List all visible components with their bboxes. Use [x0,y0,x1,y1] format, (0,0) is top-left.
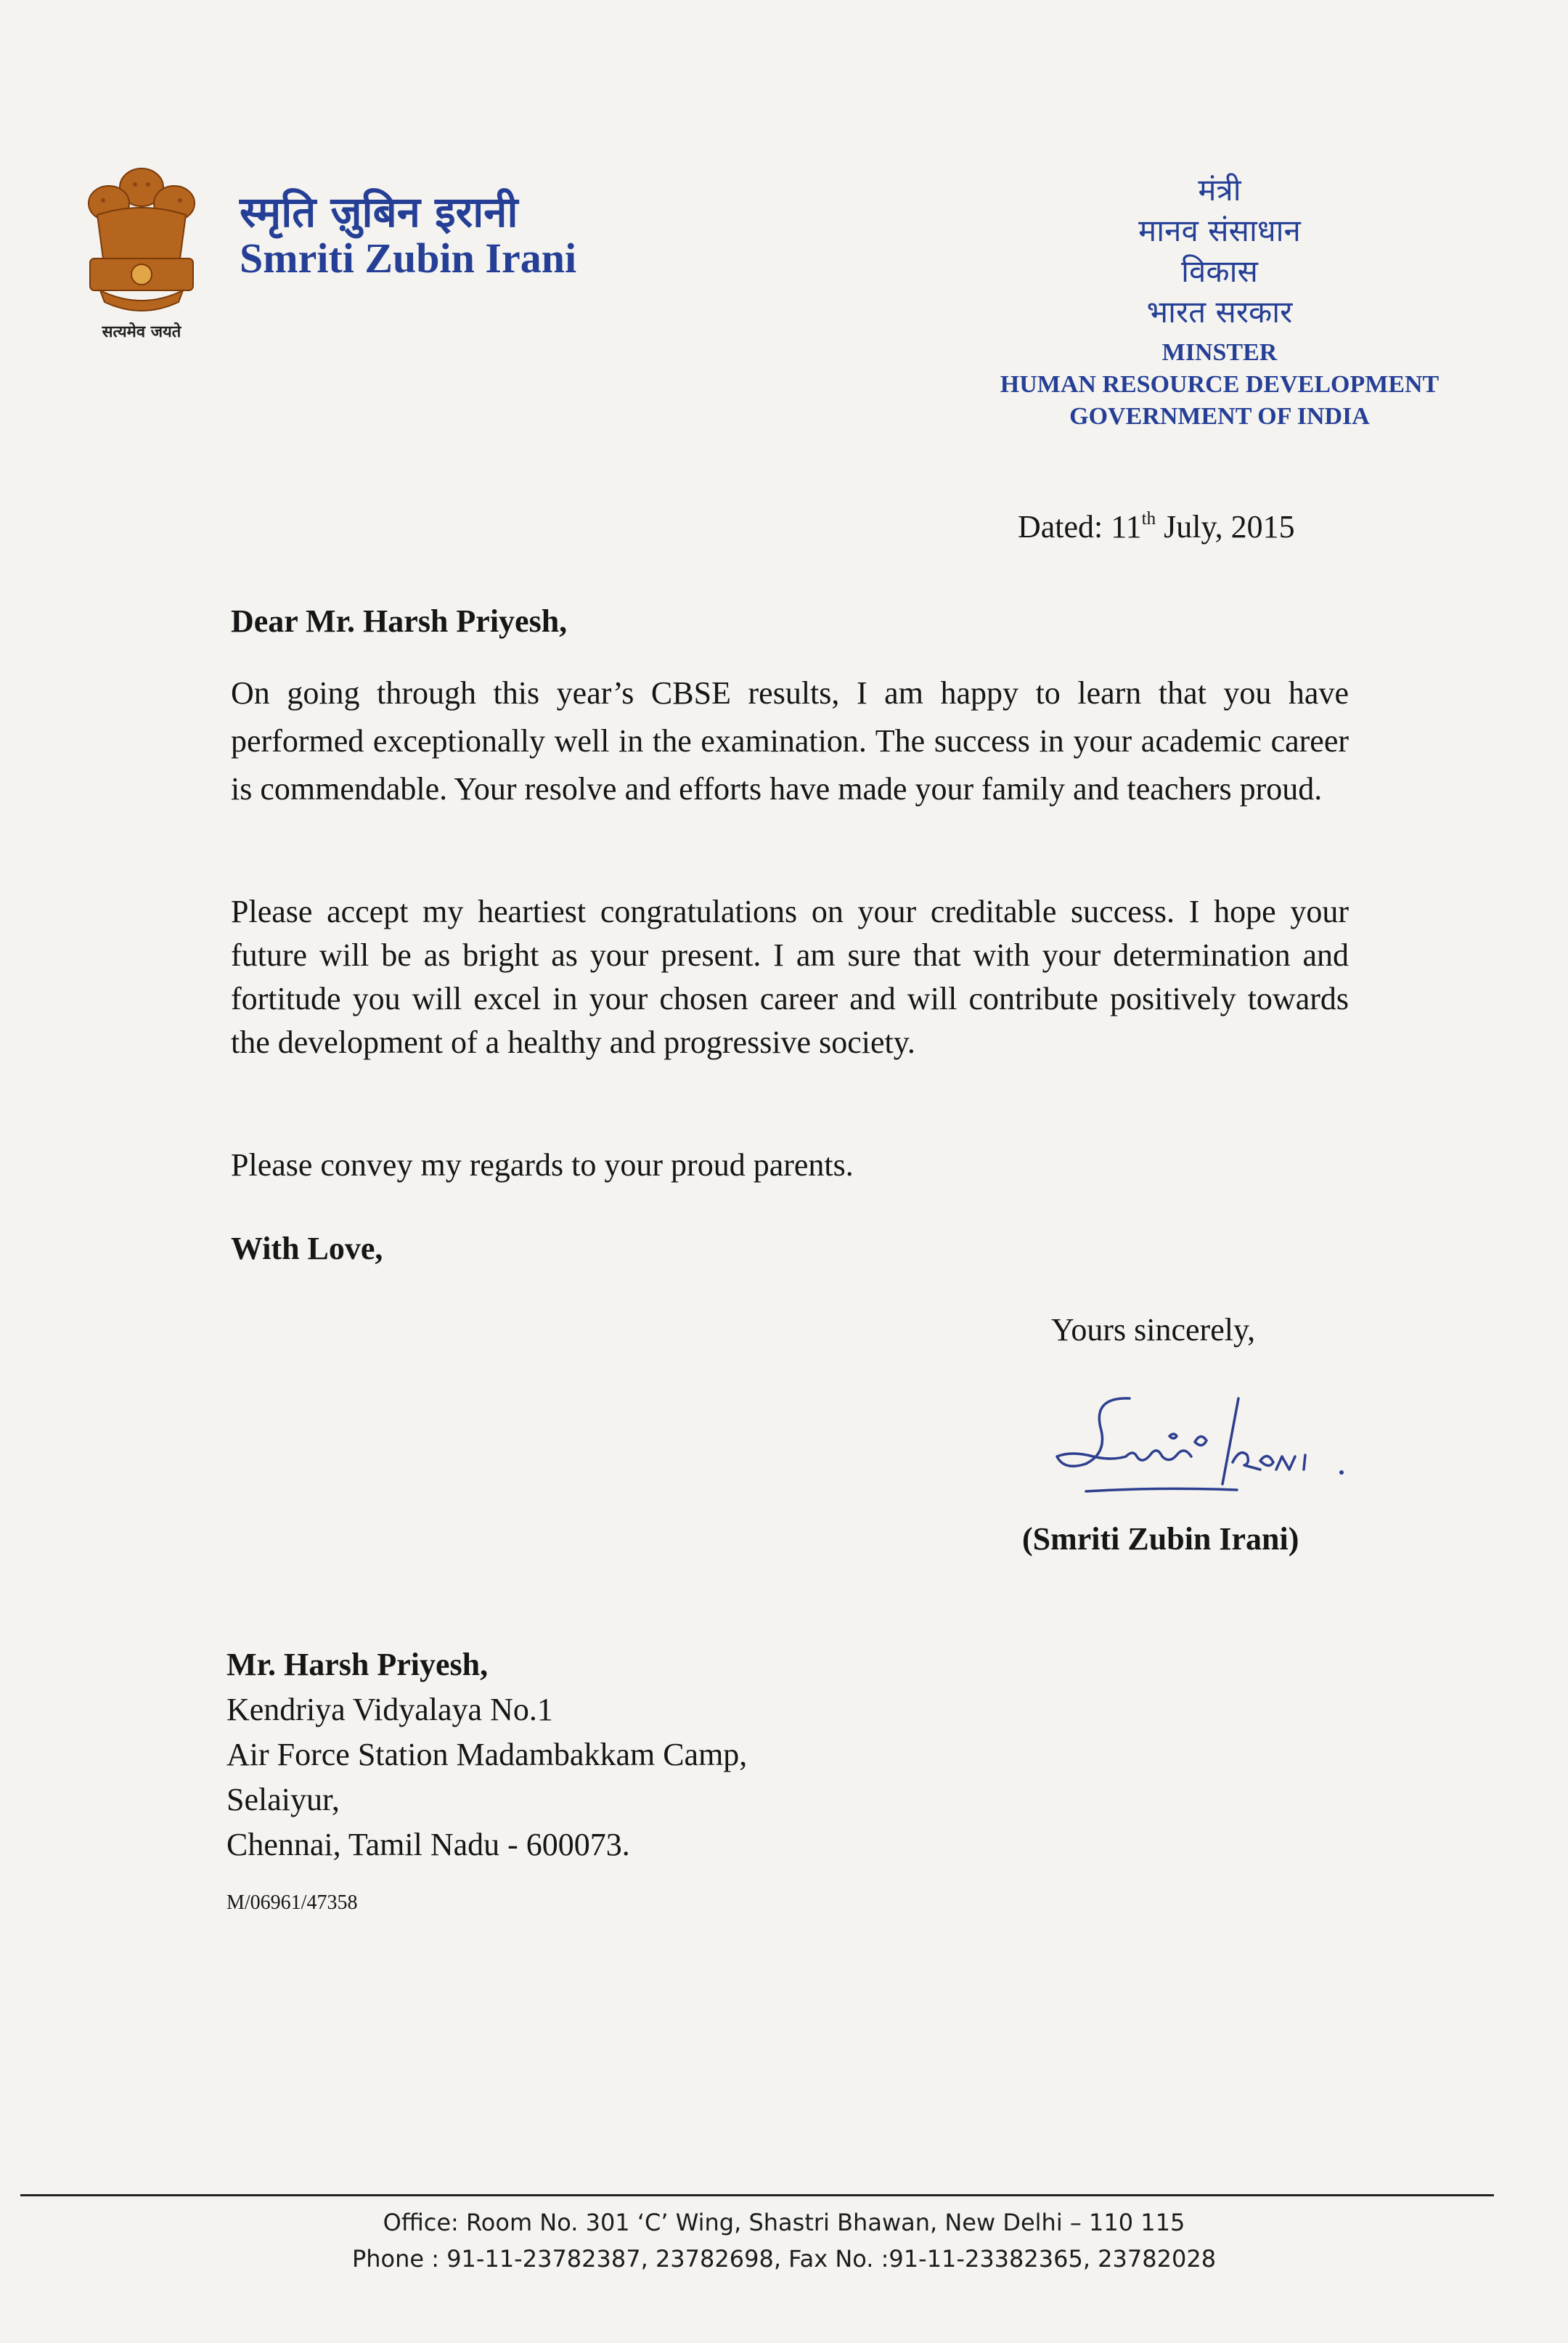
date-ordinal: th [1141,509,1156,529]
salutation: Dear Mr. Harsh Priyesh, [231,603,568,639]
designation-hindi-line: विकास [1181,253,1258,289]
designation-english-line: HUMAN RESOURCE DEVELOPMENT [1000,371,1440,398]
recipient-name: Mr. Harsh Priyesh, [226,1647,489,1682]
designation-english-line: GOVERNMENT OF INDIA [1069,403,1370,430]
address-line: Air Force Station Madambakkam Camp, [226,1737,748,1772]
recipient-address [226,1642,747,1867]
date-prefix: Dated: 11 [1018,509,1142,545]
address-line: Chennai, Tamil Nadu - 600073. [226,1827,630,1862]
body-paragraph: Please accept my heartiest congratulations on your creditable success. I hope your future will be as bright as your present. I am sure that with your determination and fortitude you will excel in your chosen career and will contribute positively towards the development of a healthy and progressive society. [231,894,1349,1060]
body-paragraph: Please convey my regards to your proud parents. [231,1147,854,1183]
footer-phone-numbers: Phone : 91-11-23782387, 23782698, Fax No. :91-11-23382365, 23782028 [351,2245,1217,2273]
emblem-motto: सत्यमेव जयते [102,323,181,341]
designation-hindi-line: भारत सरकार [1146,294,1293,330]
sign-off: Yours sincerely, [1051,1312,1256,1348]
footer-office-address: Office: Room No. 301 ‘C’ Wing, Shastri Bhawan, New Delhi – 110 115 [383,2209,1185,2236]
designation-block [929,170,1510,433]
address-line: Kendriya Vidyalaya No.1 [226,1692,553,1727]
letterhead-name-hindi: स्मृति ज़ुबिन इरानी [240,187,518,237]
letterhead-name-english: Smriti Zubin Irani [240,235,577,282]
designation-english-line: MINSTER [1161,339,1278,366]
lion-capital-emblem-icon [74,158,209,346]
signer-name: (Smriti Zubin Irani) [1022,1521,1299,1557]
footer-divider [20,2194,1494,2196]
designation-hindi-line: मानव संसाधान [1138,213,1301,248]
date-suffix: July, 2015 [1156,509,1295,545]
signature-icon [1042,1384,1376,1529]
closing-line: With Love, [231,1231,383,1266]
address-line: Selaiyur, [226,1782,340,1817]
national-emblem [74,158,209,346]
designation-hindi-line: मंत्री [1198,172,1241,208]
letter-date [1018,508,1295,545]
reference-number: M/06961/47358 [226,1891,358,1914]
handwritten-signature [1042,1384,1376,1529]
body-paragraph: On going through this year’s CBSE results, I am happy to learn that you have performed exceptionally well in the examination. The success in your academic career is commendable. Your resolve and efforts have made your family and teachers proud. [231,675,1349,807]
